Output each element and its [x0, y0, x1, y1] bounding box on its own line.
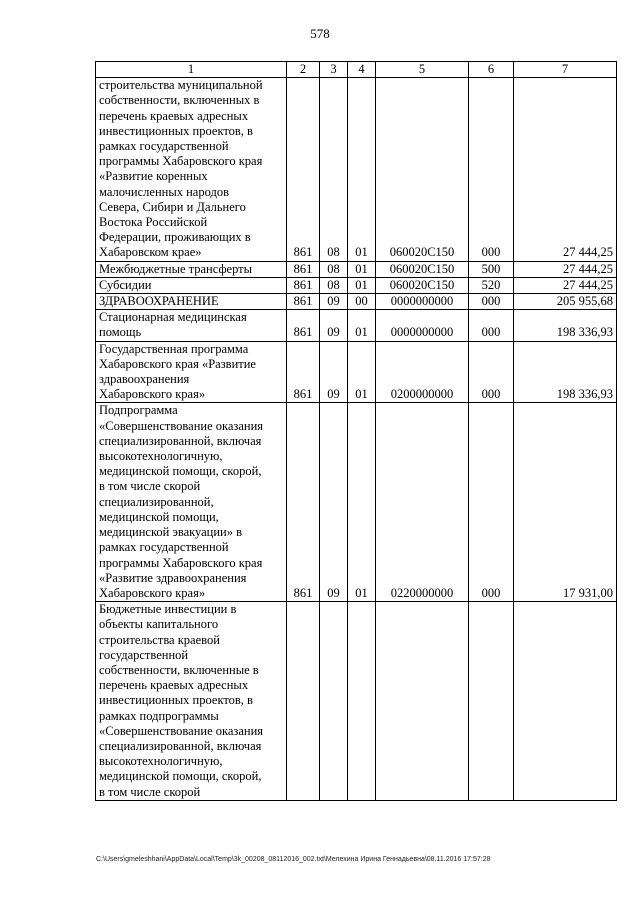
expense-type-cell: 000: [469, 310, 514, 341]
subsection-code-cell: 01: [348, 403, 376, 602]
subsection-code-cell: 01: [348, 277, 376, 293]
description-line: Севера, Сибири и Дальнего: [99, 199, 246, 214]
amount-cell: [514, 602, 617, 801]
table-row: [96, 261, 617, 277]
description-line: Государственная программа: [99, 341, 249, 356]
description-line: помощь: [99, 325, 142, 340]
amount-cell: 205 955,68: [514, 294, 617, 310]
expense-type-cell: 000: [469, 294, 514, 310]
row-description: [96, 261, 287, 277]
description-line: Хабаровского края»: [99, 387, 206, 402]
ministry-code-cell: 861: [287, 403, 320, 602]
description-line: инвестиционных проектов, в: [99, 693, 253, 708]
description-line: малочисленных народов: [99, 184, 229, 199]
ministry-code-cell: 861: [287, 341, 320, 403]
subsection-code-cell: 01: [348, 261, 376, 277]
column-header: 7: [514, 62, 617, 78]
description-line: перечень краевых адресных: [99, 678, 249, 693]
amount-cell: 198 336,93: [514, 310, 617, 341]
section-code-cell: 09: [320, 341, 348, 403]
description-line: государственной: [99, 647, 189, 662]
section-code-cell: 08: [320, 261, 348, 277]
subsection-code-cell: 01: [348, 341, 376, 403]
table-row: [96, 78, 617, 261]
description-line: Хабаровском крае»: [99, 245, 202, 260]
description-line: медицинской помощи, скорой,: [99, 464, 262, 479]
description-line: Стационарная медицинская: [99, 310, 247, 325]
amount-cell: 27 444,25: [514, 277, 617, 293]
description-line: специализированной, включая: [99, 433, 262, 448]
table-row: [96, 310, 617, 341]
ministry-code-cell: 861: [287, 294, 320, 310]
column-header: 5: [376, 62, 469, 78]
target-article-cell: [376, 602, 469, 801]
description-line: здравоохранения: [99, 372, 190, 387]
description-line: медицинской помощи, скорой,: [99, 769, 262, 784]
description-line: медицинской эвакуации» в: [99, 525, 242, 540]
description-line: рамках государственной: [99, 540, 229, 555]
row-description: [96, 277, 287, 293]
amount-cell: 27 444,25: [514, 78, 617, 261]
description-line: Субсидии: [99, 277, 152, 292]
ministry-code-cell: 861: [287, 277, 320, 293]
column-header: 6: [469, 62, 514, 78]
expense-type-cell: 000: [469, 78, 514, 261]
description-line: высокотехнологичную,: [99, 754, 223, 769]
description-line: объекты капитального: [99, 617, 219, 632]
description-line: собственности, включенных в: [99, 93, 260, 108]
target-article-cell: 0000000000: [376, 294, 469, 310]
expense-type-cell: 520: [469, 277, 514, 293]
description-line: «Совершенствование оказания: [99, 418, 264, 433]
section-code-cell: 09: [320, 294, 348, 310]
description-line: рамках государственной: [99, 139, 229, 154]
description-line: высокотехнологичную,: [99, 449, 223, 464]
amount-cell: 198 336,93: [514, 341, 617, 403]
section-code-cell: 08: [320, 78, 348, 261]
table-row: [96, 341, 617, 403]
description-line: специализированной, включая: [99, 738, 262, 753]
expense-type-cell: [469, 602, 514, 801]
expense-type-cell: 000: [469, 341, 514, 403]
description-line: перечень краевых адресных: [99, 108, 249, 123]
target-article-cell: 060020С150: [376, 261, 469, 277]
description-line: в том числе скорой: [99, 479, 201, 494]
row-description: [96, 294, 287, 310]
file-path-footer: C:\Users\gmeleshhani\AppData\Local\Temp\3k_00208_08112016_002.txt\Мелехина Ирина Геннадьевна\08.11.2016 17:57:28: [96, 856, 491, 863]
column-header: 1: [96, 62, 287, 78]
target-article-cell: 060020С150: [376, 277, 469, 293]
description-line: строительства муниципальной: [99, 78, 263, 93]
description-line: «Развитие здравоохранения: [99, 570, 247, 585]
table-row: [96, 294, 617, 310]
expense-type-cell: 000: [469, 403, 514, 602]
table-row: [96, 277, 617, 293]
description-line: «Совершенствование оказания: [99, 723, 264, 738]
description-line: Хабаровского края»: [99, 585, 206, 600]
budget-table: [95, 61, 617, 801]
description-line: Востока Российской: [99, 215, 208, 230]
description-line: в том числе скорой: [99, 784, 201, 799]
row-description: [96, 403, 287, 602]
row-description: [96, 310, 287, 341]
table-row: [96, 602, 617, 801]
row-description: [96, 341, 287, 403]
ministry-code-cell: 861: [287, 78, 320, 261]
target-article-cell: 0200000000: [376, 341, 469, 403]
subsection-code-cell: 01: [348, 78, 376, 261]
page-number: 578: [310, 26, 330, 41]
subsection-code-cell: 00: [348, 294, 376, 310]
column-header: 4: [348, 62, 376, 78]
description-line: «Развитие коренных: [99, 169, 208, 184]
description-line: Хабаровского края «Развитие: [99, 356, 256, 371]
expense-type-cell: 500: [469, 261, 514, 277]
target-article-cell: 0000000000: [376, 310, 469, 341]
subsection-code-cell: 01: [348, 310, 376, 341]
amount-cell: 17 931,00: [514, 403, 617, 602]
subsection-code-cell: [348, 602, 376, 801]
column-header: 3: [320, 62, 348, 78]
ministry-code-cell: 861: [287, 261, 320, 277]
section-code-cell: 08: [320, 277, 348, 293]
section-code-cell: 09: [320, 403, 348, 602]
ministry-code-cell: [287, 602, 320, 801]
section-code-cell: [320, 602, 348, 801]
description-line: программы Хабаровского края: [99, 154, 263, 169]
table-row: [96, 403, 617, 602]
description-line: инвестиционных проектов, в: [99, 123, 253, 138]
description-line: специализированной,: [99, 494, 214, 509]
target-article-cell: 060020С150: [376, 78, 469, 261]
description-line: рамках подпрограммы: [99, 708, 219, 723]
description-line: программы Хабаровского края: [99, 555, 263, 570]
description-line: ЗДРАВООХРАНЕНИЕ: [99, 294, 219, 309]
row-description: [96, 602, 287, 801]
table-header-row: [96, 62, 617, 78]
row-description: [96, 78, 287, 261]
description-line: Федерации, проживающих в: [99, 230, 251, 245]
description-line: строительства краевой: [99, 632, 220, 647]
amount-cell: 27 444,25: [514, 261, 617, 277]
description-line: Межбюджетные трансферты: [99, 261, 253, 276]
description-line: собственности, включенные в: [99, 662, 259, 677]
description-line: Бюджетные инвестиции в: [99, 602, 237, 617]
column-header: 2: [287, 62, 320, 78]
description-line: Подпрограмма: [99, 403, 178, 418]
description-line: медицинской помощи,: [99, 509, 219, 524]
target-article-cell: 0220000000: [376, 403, 469, 602]
ministry-code-cell: 861: [287, 310, 320, 341]
section-code-cell: 09: [320, 310, 348, 341]
